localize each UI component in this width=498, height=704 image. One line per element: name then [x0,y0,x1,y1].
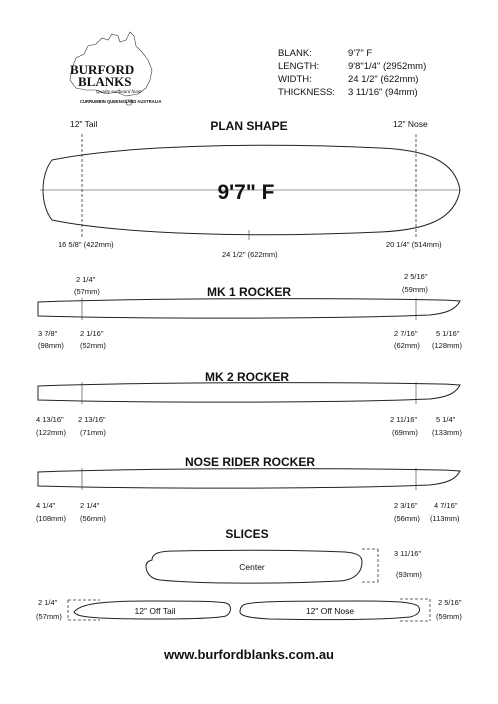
mk2-nose-end-mm: (133mm) [432,428,463,437]
mk2-nose-12-mm: (69mm) [392,428,418,437]
spec-thickness-label: THICKNESS: [278,87,336,98]
spec-blank-label: BLANK: [278,48,312,59]
tail-slice-in: 2 1/4" [38,598,58,607]
plan-nose-label: 12" Nose [393,119,428,129]
center-slice-mm: (93mm) [396,570,422,579]
spec-thickness-value: 3 11/16" (94mm) [348,87,418,98]
logo-name-line1: BURFORD [70,62,135,77]
mk1-tail-end-mm: (98mm) [38,341,64,350]
spec-width-label: WIDTH: [278,74,312,85]
mk1-top-tail-in: 2 1/4" [76,275,96,284]
nr-nose-12-mm: (56mm) [394,514,420,523]
logo-name-line2: BLANKS [78,74,132,89]
website-url: www.burfordblanks.com.au [164,647,334,662]
mk1-nose-end-mm: (128mm) [432,341,463,350]
plan-nose-width: 20 1/4" (514mm) [386,240,442,249]
plan-shape-title: PLAN SHAPE [210,119,288,133]
nr-title: NOSE RIDER ROCKER [184,455,316,469]
spec-length-value: 9'8"1/4" (2952mm) [348,61,427,72]
center-slice-label: Center [239,562,265,572]
nr-tail-end-in: 4 1/4" [36,501,56,510]
mk1-title: MK 1 ROCKER [206,285,292,299]
mk1-top-nose-mm: (59mm) [402,285,428,294]
mk2-tail-12-mm: (71mm) [80,428,106,437]
plan-shape-section [40,119,460,259]
plan-tail-label: 12" Tail [70,119,98,129]
tail-slice-label: 12" Off Tail [134,606,176,616]
nr-tail-12-in: 2 1/4" [80,501,100,510]
mk1-top-tail-mm: (57mm) [74,287,100,296]
mk1-nose-12-in: 2 7/16" [394,329,418,338]
nose-slice-in: 2 5/16" [438,598,462,607]
plan-center-width: 24 1/2" (622mm) [222,250,278,259]
slices-section [36,527,462,621]
spec-width-value: 24 1/2" (622mm) [348,74,419,85]
plan-model-label: 9'7" F [217,181,275,204]
mk2-rocker-section [36,370,463,437]
center-slice-in: 3 11/16" [394,549,422,558]
mk1-tail-end-in: 3 7/8" [38,329,58,338]
mk1-rocker-section [38,272,463,350]
mk1-tail-12-mm: (52mm) [80,341,106,350]
nose-rider-rocker-section [36,455,460,523]
nr-tail-12-mm: (56mm) [80,514,106,523]
mk1-nose-12-mm: (62mm) [394,341,420,350]
mk2-nose-12-in: 2 11/16" [390,415,418,424]
nr-nose-end-mm: (113mm) [430,514,460,523]
mk2-rocker-outline [38,383,460,402]
slices-title: SLICES [225,527,269,541]
mk2-tail-end-in: 4 13/16" [36,415,64,424]
mk2-title: MK 2 ROCKER [204,370,290,384]
spec-length-label: LENGTH: [278,61,320,72]
logo-tagline: Quality surfboard foam [96,89,142,94]
blank-specs [278,48,426,98]
mk1-tail-12-in: 2 1/16" [80,329,104,338]
logo [70,32,162,105]
mk1-rocker-outline [38,299,460,318]
tail-slice-mm: (57mm) [36,612,62,621]
nose-slice-mm: (59mm) [436,612,462,621]
mk2-tail-end-mm: (122mm) [36,428,67,437]
nr-tail-end-mm: (108mm) [36,514,67,523]
mk2-tail-12-in: 2 13/16" [78,415,106,424]
plan-tail-width: 16 5/8" (422mm) [58,240,114,249]
mk1-nose-end-in: 5 1/16" [436,329,460,338]
nr-nose-end-in: 4 7/16" [434,501,458,510]
nr-nose-12-in: 2 3/16" [394,501,418,510]
logo-region: CURRUMBIN QUEENSLAND AUSTRALIA [80,99,162,104]
nr-rocker-outline [38,469,460,488]
nose-slice-label: 12" Off Nose [305,606,355,616]
mk2-nose-end-in: 5 1/4" [436,415,456,424]
spec-blank-value: 9'7" F [348,48,373,59]
mk1-top-nose-in: 2 5/16" [404,272,428,281]
